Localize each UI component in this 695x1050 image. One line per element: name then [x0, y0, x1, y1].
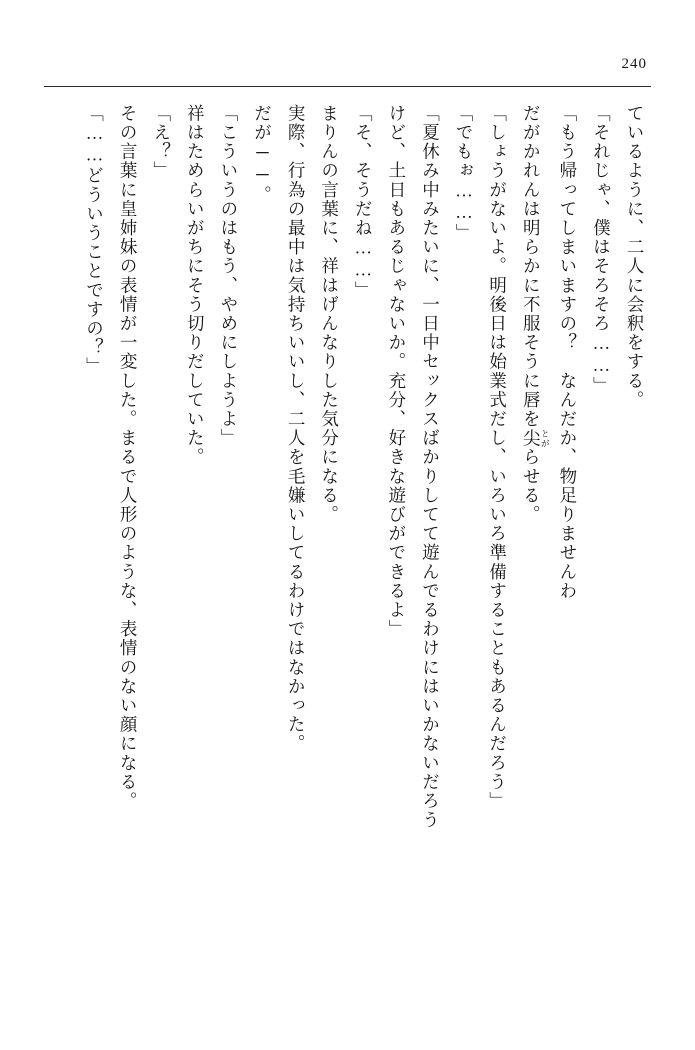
text-line: その言葉に皇姉妹の表情が一変した。まるで人形のような、表情のない顔になる。	[118, 104, 139, 811]
text-line: 実際、行為の最中は気持ちいいし、二人を毛嫌いしてるわけではなかった。	[286, 104, 307, 754]
page-body-text	[52, 104, 651, 1004]
text-line: 「そ、そうだね……」	[353, 104, 374, 300]
text-line: 「でもぉ……」	[454, 104, 475, 243]
text-line: 「こういうのはもう、やめにしようよ」	[218, 104, 239, 448]
text-line: 「夏休み中みたいに、一日中セックスばかりしてて遊んでるわけにはいかないだろう	[420, 104, 441, 830]
text-line: 「……どういうことですの？」	[84, 104, 105, 377]
text-fragment: らせる。	[521, 447, 542, 525]
ruby-annotation	[521, 428, 551, 448]
ruby-base: 尖	[521, 428, 542, 448]
text-fragment: だがかれんは明らかに不服そうに唇を	[521, 104, 542, 429]
text-line: まりんの言葉に、祥はげんなりした気分になる。	[319, 104, 340, 525]
page-number: 240	[621, 56, 647, 72]
text-line: けど、土日もあるじゃないか。充分、好きな遊びができるよ」	[386, 104, 407, 639]
header-rule	[44, 86, 651, 87]
text-line: 「え？」	[151, 104, 172, 181]
text-line-with-ruby	[514, 104, 551, 1004]
text-line: 「もう帰ってしまいますの？ なんだか、物足りませんわ	[557, 104, 578, 601]
text-line: 祥はためらいがちにそう切りだしていた。	[185, 104, 206, 467]
ruby-reading: とが	[540, 428, 551, 448]
text-line: だが──。	[252, 104, 273, 205]
text-line: ているように、二人に会釈をする。	[625, 104, 645, 410]
text-line: 「しょうがないよ。明後日は始業式だし、いろいろ準備することもあるんだろう」	[487, 104, 508, 811]
text-line: 「それじゃ、僕はそろそろ……」	[591, 104, 612, 396]
